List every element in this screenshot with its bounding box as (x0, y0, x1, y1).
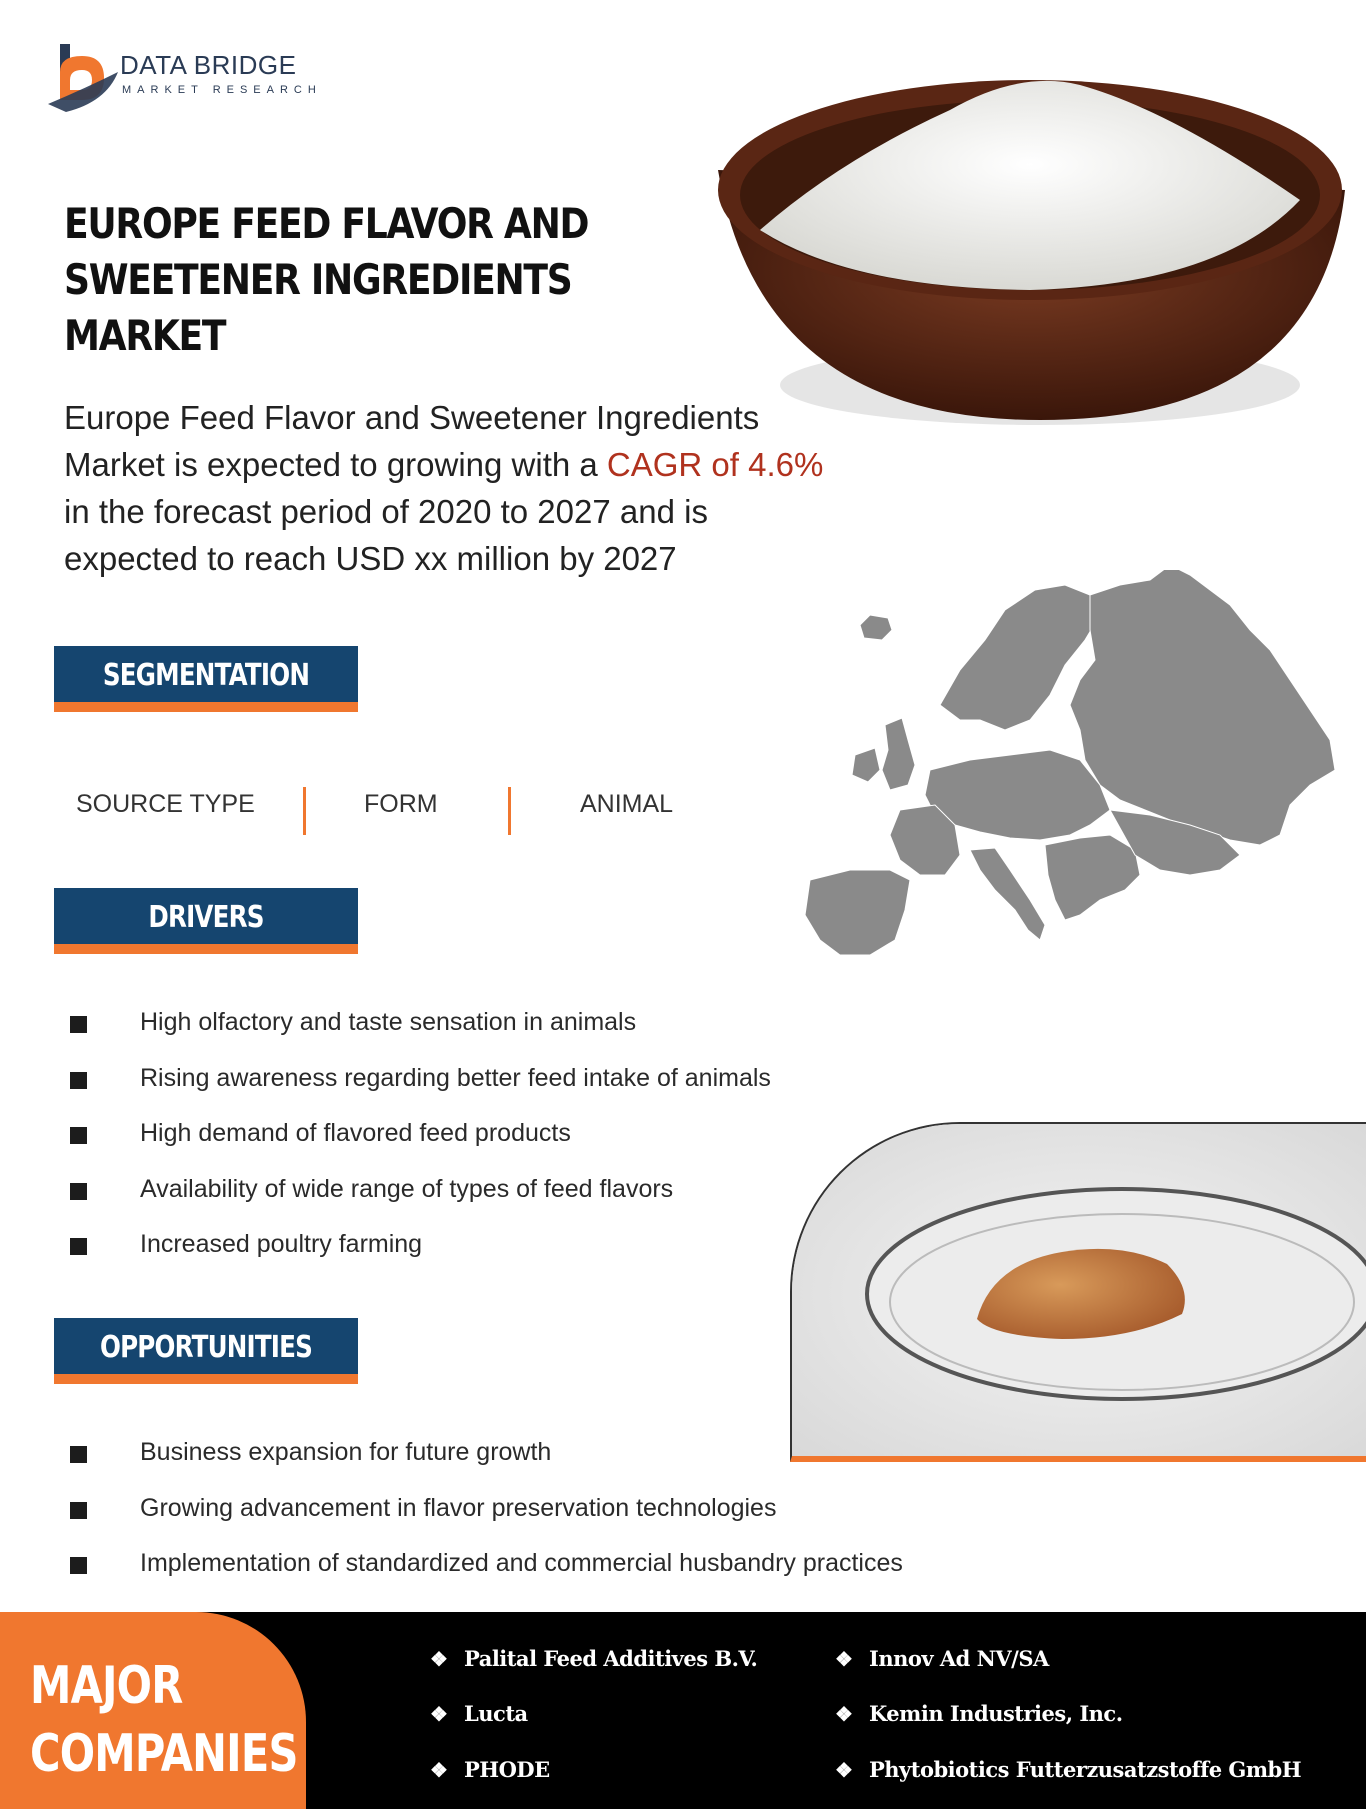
bullet-square-icon (70, 1016, 87, 1033)
italy-shape (970, 848, 1045, 940)
diamond-bullet-icon: ❖ (835, 1702, 853, 1726)
iceland-shape (860, 615, 892, 640)
company-item: ❖ Kemin Industries, Inc. (835, 1701, 1123, 1726)
ireland-shape (852, 748, 880, 782)
page-title (64, 196, 597, 364)
segment-divider (303, 787, 306, 835)
driver-item: Availability of wide range of types of feed flavors (70, 1175, 850, 1209)
intro-paragraph (64, 394, 824, 582)
drivers-heading: DRIVERS (148, 900, 264, 935)
segment-source-type: SOURCE TYPE (76, 790, 255, 818)
opportunity-item: Growing advancement in flavor preservation technologies (70, 1494, 850, 1528)
petri-dish-image (790, 1122, 1366, 1462)
segment-form: FORM (364, 790, 438, 818)
flour-bowl-image (700, 40, 1350, 440)
bullet-square-icon (70, 1557, 87, 1574)
cagr-highlight: CAGR of 4.6% (606, 446, 824, 483)
major-companies-heading: MAJOR COMPANIES (30, 1656, 298, 1784)
bullet-square-icon (70, 1238, 87, 1255)
segment-animal: ANIMAL (580, 790, 674, 818)
great-britain-shape (882, 718, 915, 790)
driver-item: Rising awareness regarding better feed intake of animals (70, 1064, 850, 1098)
segment-divider (508, 787, 511, 835)
driver-item: High demand of flavored feed products (70, 1119, 850, 1153)
company-item: ❖ Lucta (430, 1701, 528, 1726)
iberia-shape (805, 870, 910, 955)
europe-map-image (790, 570, 1350, 1010)
bullet-square-icon (70, 1502, 87, 1519)
opportunities-header (54, 1318, 358, 1384)
diamond-bullet-icon: ❖ (430, 1758, 448, 1782)
diamond-bullet-icon: ❖ (430, 1647, 448, 1671)
segmentation-heading: SEGMENTATION (102, 658, 310, 693)
opportunity-item: Implementation of standardized and commercial husbandry practices (70, 1549, 850, 1583)
title-line-2: SWEETENER INGREDIENTS MARKET (64, 255, 572, 360)
intro-text-1: Europe Feed Flavor and Sweetener Ingredients Market is expected to growing with a (64, 399, 760, 483)
driver-item: High olfactory and taste sensation in animals (70, 1008, 850, 1042)
company-item: ❖ PHODE (430, 1757, 550, 1782)
diamond-bullet-icon: ❖ (835, 1758, 853, 1782)
bullet-square-icon (70, 1072, 87, 1089)
diamond-bullet-icon: ❖ (835, 1647, 853, 1671)
diamond-bullet-icon: ❖ (430, 1702, 448, 1726)
segmentation-header (54, 646, 358, 712)
company-item: ❖ Innov Ad NV/SA (835, 1646, 1049, 1671)
opportunity-item: Business expansion for future growth (70, 1438, 850, 1472)
brand-tagline: MARKET RESEARCH (122, 84, 322, 96)
company-item: ❖ Palital Feed Additives B.V. (430, 1646, 758, 1671)
bullet-square-icon (70, 1446, 87, 1463)
bullet-square-icon (70, 1127, 87, 1144)
title-line-1: EUROPE FEED FLAVOR AND (64, 199, 589, 248)
opportunities-heading: OPPORTUNITIES (99, 1330, 313, 1365)
driver-item: Increased poultry farming (70, 1230, 850, 1264)
drivers-header (54, 888, 358, 954)
data-bridge-logo-icon (46, 42, 126, 114)
company-item: ❖ Phytobiotics Futterzusatzstoffe GmbH (835, 1757, 1302, 1782)
brand-name: DATA BRIDGE (120, 50, 297, 80)
bullet-square-icon (70, 1183, 87, 1200)
intro-text-2: in the forecast period of 2020 to 2027 and is expected to reach USD xx million by 2027 (64, 493, 708, 577)
balkans-shape (1045, 835, 1140, 920)
